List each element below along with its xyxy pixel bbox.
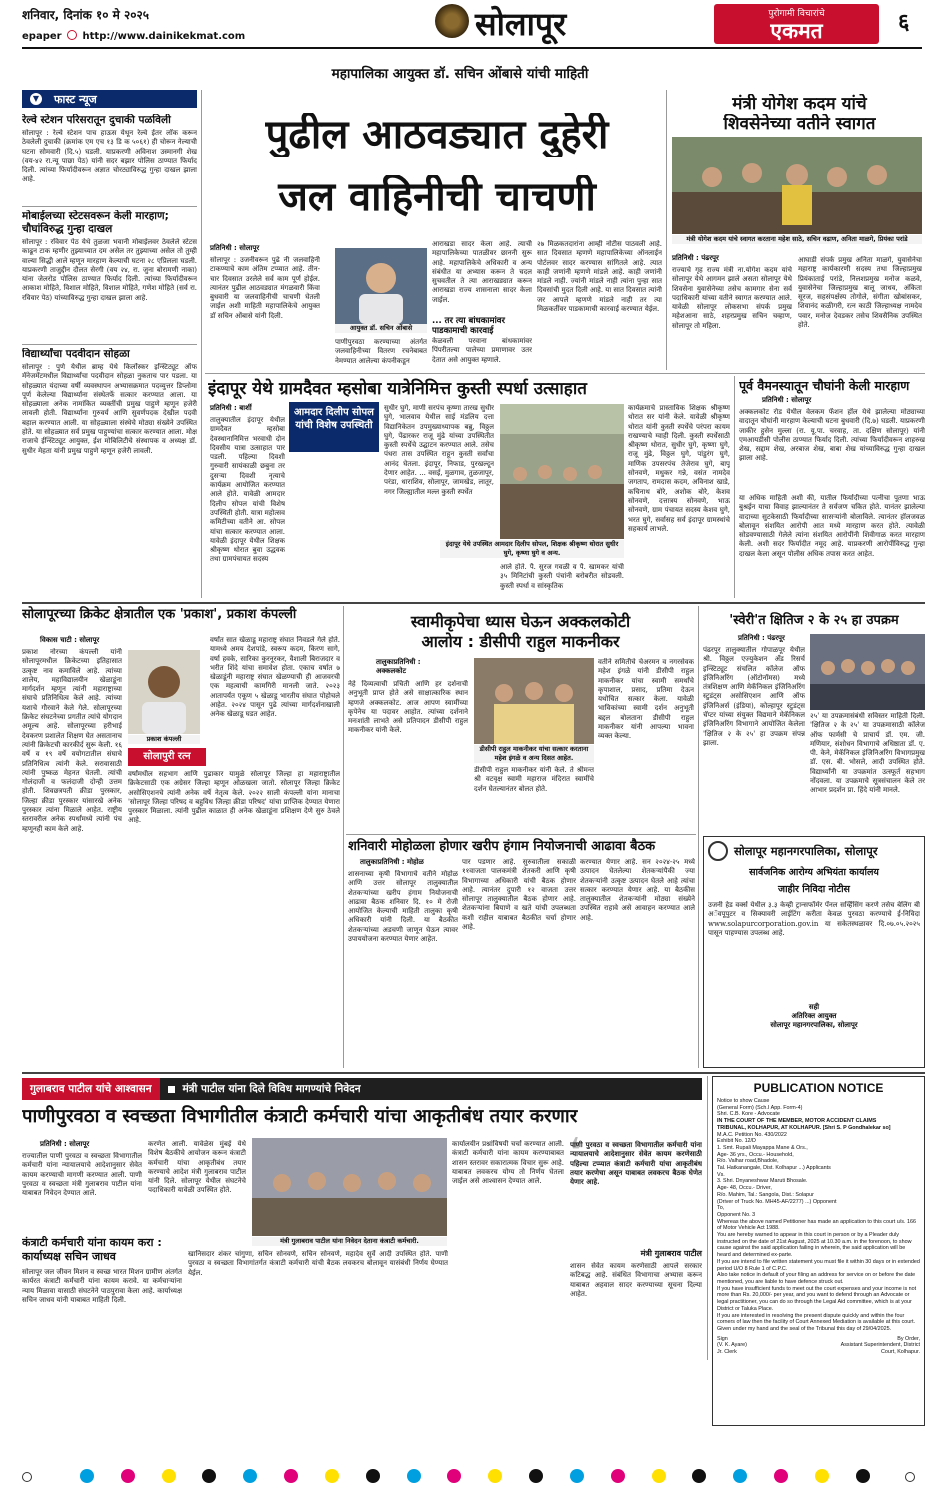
notice-sign-block (717, 1336, 920, 1356)
color-swatch (856, 1469, 870, 1483)
fast-news-header (22, 90, 197, 108)
water-byline: प्रतिनिधी : सोलापूर (40, 1140, 90, 1148)
issue-date: शनिवार, दिनांक १० मे २०२५ (22, 8, 149, 22)
column-divider (343, 606, 344, 1068)
color-swatch (325, 1469, 339, 1483)
notice-line: Opponent No. 3 (717, 1211, 756, 1218)
indapur-col2: सुधीर घुगे, माणी सरपंच कृष्णा तारख सुधीर घुगे, भालवाव येथील साई मंडलिय दत्ता विद्यानिकेतन उपमुख्याध्यापक बब्रु, विठ्ठल घुगे, पेंढारकर राजू मुंढे यांच्या उपस्थितीत कुस्ती स्पर्धेचे उद्घाटन करण्यात आले. तसेच पंधरा तास उपस्थित राहून कुस्ती सर्वांचा आनंद घेतला. इंदापूर, निफाड, पुरखल्दून देणार आहेत. ... वसई, मुळगाव, तुळजापूर, परंडा, धाराशिव, सोलापूर, जामखेड, लातूर, नगर जिल्ह्यातील मल्ल कुस्ती स्पर्धेत (384, 404, 494, 496)
lead-kicker: महापालिका आयुक्त डॉ. सचिन ओंबासे यांची माहिती (331, 66, 589, 82)
news-headline: मोबाईलच्या स्टेटसवरून केली मारहाण; चौघांविरुद्ध गुन्हा दाखल (22, 210, 169, 235)
marhan-headline: पूर्व वैमनस्यातून चौघांनी केली मारहाण (739, 378, 910, 393)
section-rule (346, 834, 696, 835)
city-logo-emblem (435, 4, 469, 38)
fast-news-item (22, 210, 197, 341)
akkalkot-photo (474, 658, 594, 744)
kadam-headline-line2: शिवसेनेच्या वतीने स्वागत (723, 114, 876, 134)
color-swatch (284, 1469, 298, 1483)
prakash-col3: वर्षांमधील सहभाग आणि पुढाकार यामुळे सोलापूर जिल्हा हा महाराष्ट्रातील क्रिकेटसाठी एक अग्रेसर जिल्हा म्हणून ओळखला जातो. सोलापूर जिल्हा क्रिकेट असोसिएशनचे त्यांनी अनेक वर्षे नेतृत्व केले. २०२२ साली कंपल्ली यांना मानाचा 'सोलापूर जिल्हा परिषद व बहुविध जिल्हा क्रीडा परिषद' यांचा प्राप्तिक देण्यात येणारा पुरस्कार मिळाला. त्यांनी पुढील काळात ही अनेक खेळाडूंना प्रशिक्षण देणे सुरु ठेवले आहे. (128, 770, 340, 825)
notice-line: R/o. Mahim, Tal.: Sangola, Dist.: Solapur (717, 1191, 814, 1198)
lead-headline-line1: पुढील आठवड्यात दुहेरी (265, 113, 609, 157)
notice-line: Vs. (717, 1171, 725, 1178)
masthead (0, 0, 945, 60)
color-swatch (611, 1469, 625, 1483)
swiri-byline: प्रतिनिधी : पंढरपूर (738, 634, 785, 642)
notice-sign-left-label: Sign (717, 1335, 728, 1342)
water-pull-quote-by: मंत्री गुलाबराव पाटील (640, 1249, 702, 1258)
indapur-badge: आमदार दिलीप सोपल यांची विशेष उपस्थिती (289, 402, 379, 452)
tender-sign-name: अतिरिक्त आयुक्त (791, 1012, 837, 1020)
column-divider (666, 90, 667, 370)
notice-line: Tal. Hatkanangale, Dist. Kolhapur ...) Applicants (717, 1165, 831, 1172)
color-swatch (407, 1469, 421, 1483)
notice-line: Given under my hand and the seal of the Tribunal this day of 29/04/2025. (717, 1325, 892, 1332)
lead-col3b: केळवली परवाना बांधकामांवर पिंपरीतल्या पालेच्या प्रमाणावर उतर देतात असे आयुक्त म्हणाले. (432, 337, 532, 364)
lead-col1: सोलापूर : उजनीवरून पुढे नी जलवाहिनी टाकण्याचे काम अंतिम टप्प्यात आहे. तीन-चार दिवसात उरलेले सर्व काम पूर्ण होईल. त्यानंतर पुढील आठवड्यात मंगळवारी किंवा बुधवारी या जलवाहिनीची चाचणी घेतली जाईल अशी माहिती महापालिकेचे आयुक्त डॉ सचिन ओंबासे यांनी दिली. (210, 256, 320, 320)
swiri-col2: २५' या उपक्रमासंबंधी सविस्तर माहिती दिली. 'क्षितिज २ के २५' या उपक्रमासाठी कॉलेज ऑफ फार्मसी चे प्राचार्य डॉ. एम. जी. मणियार, संशोधन विभागाचे अधिष्ठाता डॉ. ए. पी. केने, मेकॅनिकल इंजिनिअरिंग विभागप्रमुख डॉ. एस. बी. भोसले, आदी उपस्थित होते. विद्यार्थ्यांनी या उपक्रमांत उत्स्फूर्त सहभाग नोंदवला. या उपक्रमाचे सूत्रसंचालन केले तर आभार प्रदर्शन प्रा. हिंदे यांनी मानले. (810, 712, 925, 795)
lead-col3: आराखडा सादर केला आहे. त्याची महापालिकेच्या पातळीवर छाननी सुरू आहे. महापालिकेचे अधिकारी व अन्य संबंधीत या अभ्यास करून ते चदल सुचवतील ते त्या आराखड्यात करून आराखडा राज्य शासनाला सादर केला जाईल. (432, 240, 532, 304)
portrait-image (335, 248, 427, 324)
kharip-col1: शासनाच्या कृषी विभागाचे वतीने मोहोळ आणि उत्तर सोलापूर तालुक्यातील शेतकऱ्यांच्या खरीप हंगाम नियोजनाची आढावा बैठक शनिवार दि. १० मे रोजी आयोजित केल्याची माहिती तालुका कृषी अधिकारी यांनी दिली. या बैठकीत शेतकऱ्यांच्या अडचणी जाणून घेऊन त्यावर उपाययोजना करण्यात येणार आहेत. (348, 870, 458, 944)
water-col4: कार्यालयीन प्रश्नांविषयी चर्चा करण्यात आली. कंत्राटी कर्मचारी यांना कायम करण्याबाबत शासन स्तरावर सकारात्मक विचार सुरू आहे. याबाबत लवकरच योग्य तो निर्णय घेतला जाईल असे आश्वासन देण्यात आले. (452, 1140, 564, 1186)
color-swatch (652, 1469, 666, 1483)
divider (22, 344, 197, 345)
color-swatch (366, 1469, 380, 1483)
column-divider (734, 376, 735, 598)
lead-byline: प्रतिनिधी : सोलापूर (210, 244, 260, 252)
notice-line: Shri. C.B. Kore - Advocate (717, 1111, 780, 1118)
fast-news-item (22, 348, 197, 573)
notice-line: (Driver of Truck No. MH45-AF/2277) ...) Opponent (717, 1198, 837, 1205)
square-icon (168, 1086, 175, 1093)
color-swatch (243, 1469, 257, 1483)
akkalkot-photo-caption: डीसीपी राहुल माकनीकर यांचा सत्कार करताना महेश इंगळे व अन्य दिसत आहेत. (474, 745, 594, 763)
water-col2: करणेत आली. यावेळेस मुंबई येथे विशेष बैठकीचे आयोजन करून कंत्राटी कर्मचारी यांचा आकृतीबंध तयार करण्याचे आदेश मंत्री गुलाबराव पाटील यांनी दिले. सोलापूर येथील संघटनेचे पदाधिकारी यावेळी उपस्थित होते. (148, 1140, 246, 1195)
notice-line: Age- 48, Occu.- Driver, (717, 1185, 772, 1192)
prakash-col1: प्रकाश नोरच्या कंपल्ली यांनी सोलापूरमधील क्रिकेटच्या इतिहासात उत्कृष्ट नाव कमाविले आहे. त्यांच्या शालेय, महाविद्यालयीन खेळाडूंना मार्गदर्शन म्हणून त्यांनी महाराष्ट्राच्या संघाचे प्रतिनिधित्व केले आहे. त्यांच्या यशाचे गौरवाने केले गेले. सोलापूरच्या क्रिकेट संघटनेच्या प्रगतीत त्यांचे योगदान अमूल्य आहे. सोलापूरच्या हरीभाई देवकरण प्रशालेत शिक्षण घेत असतानाच त्यांनी क्रिकेटची कारकीर्द सुरू केली. १६ वर्षे व १९ वर्षे वयोगटातील संघाचे प्रतिनिधित्व त्यांनी केले. सरावासाठी त्यांनी पुष्कळ मेहनत घेतली. त्यांची गोलंदाजी व फलंदाजी दोन्ही उत्तम होती. शिवछत्रपती क्रीडा पुरस्कार, जिल्हा क्रीडा पुरस्कार यांसारखे अनेक पुरस्कार त्यांना मिळाले आहेत. राष्ट्रीय स्तरावरील अनेक स्पर्धांमध्ये त्यांनी पंच म्हणूनही काम केले आहे. (22, 648, 122, 833)
indapur-col4: कार्यक्रमाचे प्रास्ताविक शिक्षक श्रीकृष्ण थोरात सर यांनी केले. यावेळी श्रीकृष्ण थोरात यांनी कुस्ती स्पर्धेचे परंपरा कायम राखण्याचे ग्वाही दिली. कुस्ती स्पर्धेसाठी श्रीकृष्ण थोरात, सुधीर घुगे, कृष्णा घुगे, राजू मुंढे, विठ्ठल घुगे, पांडुरंग घुगे, माणिक उपसरपंच तेजेराव घुगे, बापू सोनवणे, मधुकर गन्ने, वसंत नामदेव जगताप, रामदास कदम, अविनाश खाडे, कचिनाथ बोरे, अशोक बोरे, केशव सोनवणे, दत्तात्रय सोनवणे, भाऊ सोनवणे, ग्राम पंचायत सदस्य केशव घुगे, भरत घुगे, सर्वासह सर्व इंदापूर ग्रामस्थांचे सहकार्य लाभले. (628, 404, 730, 533)
notice-line: You are hereby warned to appear in this court in person or by a Pleader duly instructed on the date of 21st August, 2025 at 10.30 a.m. in the forenoon, to show cause against the said application failing in wherein, the said application will be heard and determined ex-parte. (717, 1232, 912, 1259)
fast-news-title: फास्ट न्यूज (54, 92, 97, 106)
indapur-col1: तालुक्यातील इंदापूर येथील ग्रामदैवत म्हसोबा देवस्थानानिमित्त भरवाधी दोन दिवसीय यात्रा उत्साहात पार पडली. पहिल्या दिवशी गुरुवारी सायंकाळी छबुना तर दुसऱ्या दिवशी नृत्याचे कार्यक्रम आयोजित करण्यात आले होते. यावेळी आमदार दिलीप सोपल यांची विशेष उपस्थिती होती. यात्रा महोत्सव कमिटीच्या वतीने आ. सोपल यांचा सत्कार करण्यात आला. यावेळी इंदापूर येथील शिक्षक श्रीकृष्ण थोरात बुवा उद्धवक तथा ग्रामपंचायत सदस्य (210, 416, 285, 564)
epaper-link[interactable] (22, 30, 245, 42)
notice-line: Age- 36 yrs., Occu.- Household, (717, 1151, 794, 1158)
notice-line: R/o. Valhar road,Bhadole, (717, 1158, 779, 1165)
registration-mark (905, 1472, 915, 1482)
notice-line: Notice to show Cause (717, 1098, 770, 1104)
water-pull-quote-mark: ❛ (570, 1131, 581, 1171)
news-headline: विद्यार्थ्यांचा पदवीदान सोहळा (22, 348, 130, 360)
notice-sign-left-name: (V. K. Ayare) (717, 1342, 747, 1349)
notice-sign-right-2: Assistant Superintendent, District (840, 1342, 920, 1349)
kadam-col1: राज्याचे गृह राज्य मंत्री ना.योगेश कदम यांचे सोलापूर येथे आगमन झाले असता सोलापूर येथे शिवसेना युवासेनेच्या तसेच कामगार सेना सर्व पदाधिकारी यांच्या वतीने स्वागत करण्यात आले. यावेळी सोलापूर लोकसभा संपर्क प्रमुख महेशआना साठे, शहरप्रमुख सचिन चव्हाण, सोलापूर तो महिला. (672, 266, 792, 330)
notice-line: To, (717, 1205, 725, 1212)
divider (22, 206, 197, 207)
water-sub-headline: कंत्राटी कर्मचारी यांना कायम करा : कार्याध्यक्ष सचिन जाधव (22, 1236, 162, 1263)
water-photo (252, 1138, 447, 1236)
prakash-col2: वर्षांत सात खेळाडू महाराष्ट्र संघात निवडले गेले होते. यामध्ये अमय देशपांडे, स्वरूप कदम, किरण सागे, वर्षा हवके, सारिका कुरनूरकर, वैशाली बिराजदार व भरीत शिंदे यांचा समावेश होता. एकाच वर्षात ७ खेळाडूंनी महाराष्ट्र संघात खेळण्याची ही आजवरची एक महत्वाची कामगिरी मानली जाते. २०२३ आतापर्यंत एकूण ५ खेळाडू भारतीय संघात पोहोचले आहेत. २०२४ पासून पुढे त्यांच्या मार्गदर्शनाखाली अनेक खेळाडू घडत आहेत. (210, 636, 340, 719)
news-headline: रेल्वे स्टेशन परिसरातून दुचाकी पळविली (22, 114, 171, 126)
notice-line: If you are interested in resolving the present dispute quickly and within the four corners of law then the facility of Court Annexed Mediation is available at this court. (717, 1312, 916, 1326)
notice-line: TRIBUNAL, KOLHAPUR, AT KOLHAPUR. [Shri S. P Gondhalekar so] (717, 1124, 891, 1131)
column-divider (698, 606, 699, 1068)
tender-header (708, 841, 920, 861)
tender-dept: सार्वजनिक आरोग्य अभियंता कार्यालय (749, 867, 879, 878)
water-col1: राज्यातील पाणी पुरवठा व स्वच्छता विभागातील कर्मचारी यांना न्यायालयाचे आदेशानुसार सेवेत कायम करण्याची मागणी करण्यात आली. पाणी पुरवठा व स्वच्छता मंत्री गुलाबराव पाटील यांना याबाबत निवेदन देण्यात आले. (22, 1152, 142, 1198)
publication-notice (712, 1076, 925, 1426)
portrait-image (128, 650, 200, 734)
water-photo-caption: मंत्री गुलाबराव पाटील यांना निवेदन देताना कंत्राटी कर्मचारी. (252, 1237, 447, 1246)
color-swatch (488, 1469, 502, 1483)
tender-org: सोलापूर महानगरपालिका, सोलापूर (734, 843, 878, 858)
marhan-col1: अक्कलकोट रोड येथील वेलकम फॅशन हॉल येथे झालेल्या मोठ्याच्या वादातून चौघांनी मारहाण केल्याची घटना बुधवारी (दि.७) घडली. याप्रकरणी जाकीर हुसेन मुल्ला (रा. यू.पा. चरवाह, ता. दक्षिण सोलापूर) यांनी एमआयडीसी पोलीस ठाण्यात फिर्याद दिली. त्यांच्या फिर्यादीवरून शाहरुख शेख, सद्दाम शेख, अरबाज शेख, बाबा शेख यांच्याविरुद्ध गुन्हा दाखल झाला आहे. (739, 408, 925, 463)
masthead-rule (22, 47, 922, 49)
color-swatch (733, 1469, 747, 1483)
swiri-col1: पंढरपूर तालुक्यातील गोपाळपूर येथील श्री. विठ्ठल एज्युकेशन अँड रिसर्च इन्स्टिट्यूट संचलित कॉलेज ऑफ इंजिनिअरिंग (ऑटोनॉमस) मध्ये तंत्रशिक्षण आणि मेकॅनिकल इंजिनिअरिंग स्टुडंट्स असोसिएशन आणि ऑफ इंजिनिअर्स (इंडिया), कोल्हापूर स्टुडंट्स चॅप्टर यांच्या संयुक्त विद्यमाने मेकॅनिकल इंजिनिअरिंग विभागाने आयोजित केलेला 'क्षितिज २ के २५' हा उपक्रम संपन्न झाला. (703, 646, 805, 747)
marhan-byline: प्रतिनिधी : सोलापूर (762, 396, 812, 404)
tender-title: जाहीर निविदा नोटीस (778, 884, 850, 895)
akkalkot-byline: तालुकाप्रतिनिधी : अक्कलकोट (376, 658, 421, 675)
notice-line: Exhibit No. 12/D (717, 1138, 756, 1145)
page-number: ६ (898, 10, 910, 35)
akkalkot-headline-line1: स्वामीकृपेचा ध्यास घेऊन अक्कलकोटी (410, 612, 631, 631)
prakash-byline: विकास चाटी : सोलापूर (40, 636, 100, 644)
color-swatch (202, 1469, 216, 1483)
lead-headline-line2: जल वाहिनीची चाचणी (278, 175, 596, 219)
marhan-col2: या अधिक माहिती अशी की, यातील फिर्यादीच्या पत्नीचा पूतणा भाऊ बुश्रईन याचा विवाह झाल्यानंतर ते सर्वजण चकित होते. यानंतर झालेल्या वादाच्या सुटकेसाठी फिर्यादीच्या सासऱ्यांनी बोलाविले. त्यानंतर हॉलजवळ बोलावून संशयित आरोपी आत मध्ये मारहाण करत होते. त्यावेळी सोडवण्यासाठी गेलेले त्यांना संशयित आरोपींनी शिवीगाळ करत मारहाण केली. अशी सदर फिर्यादीत नमूद आहे. याप्रकरणी आरोपींविरुद्ध गुन्हा दाखल केला असून पोलीस अधिक तपास करत आहेत. (739, 494, 925, 558)
notice-sign-left-title: Jr. Clerk (717, 1349, 737, 1356)
tender-body: उजनी हेड वर्क्स येथील ३.३ केव्ही ट्रान्सफॉर्मर पॅनल सर्व्हिसिंग करणे तसेच बेलिंग बी अॅवपूपुटर व सिक्यावरी लाईटिंग करीता केवळ पुरवठा करण्याचे ई-निविदा www.solapurcorporation.gov.in या सकेतस्थळावर दि.०७.०५.२०२५ पासून पाहण्यास उपलब्ध आहे. (708, 901, 920, 937)
chevron-down-icon: ▼ (30, 93, 42, 105)
notice-sign-right-3: Court, Kolhapur. (881, 1349, 920, 1356)
water-col3: खानिसदार शंकर चांगुणा, सचिन सोनवणे, सचिन सोनवणे, महादेव सुर्वे आदी उपस्थित होते. पाणी पुरवठा व स्वच्छता विभागांतर्गत कंत्राटी कर्मचारी यांची बैठक लवकरच बोलावून यासंबंधी निर्णय घेण्यात येईल. (188, 1250, 448, 1277)
lead-subhead: ... तर त्या बांधकामांवर पाडकामाची कारवाई (432, 316, 505, 336)
akkalkot-col1: नेहे दिव्यत्वाची प्रचिती आणि हर दर्शनाची अनुभूती प्राप्त होते असे साक्षात्कारिक स्थान म्हणजे अक्कलकोट. आज आपण स्वामींच्या कृपेनेच या पदावर आहोत. त्यांच्या दर्शनाने मनःशांती लाभते असे प्रतिपादन डीसीपी राहुल माकनीकर यांनी केले. (348, 680, 468, 735)
akkalkot-headline-line2: आलोय : डीसीपी राहुल माकनीकर (421, 632, 620, 651)
color-swatch (815, 1469, 829, 1483)
color-swatch (447, 1469, 461, 1483)
lead-col2: पाणीपुरवठा करण्याच्या अंतर्गत जलवाहिनीच्या वितरण रचनेबाबत नेमण्यात आलेल्या कंपनीकडून (335, 338, 427, 365)
notice-line: (General Form) (Sch.I App. Form-4) (717, 1104, 803, 1111)
notice-line: IN THE COURT OF THE MEMBER, MOTOR ACCIDENT CLAIMS (717, 1118, 877, 1125)
prakash-photo-caption: प्रकाश कंपल्ली (128, 735, 200, 744)
water-col5: शासन सेवेत कायम करणेसाठी आपले सरकार कटिबद्ध आहे. संबंधित विभागाचा अभ्यास करून याबाबत अहवाल सादर करण्याच्या सूचना दिल्या आहेत. (570, 1262, 702, 1298)
akkalkot-col2: वतीने समितीचे चेअरमन व नगरसेवक महेश इंगळे यांनी डीसीपी राहुल माकनीकर यांचा स्वामी समर्थांचे कृपाशाल, प्रसाद, प्रतिमा देऊन यथोचित सत्कार केला. यावेळी भाविकांच्या स्वामी दर्शन अनुभूती बद्दल बोलताना डीसीपी राहुल माकनीकर यांनी आपल्या भावना व्यक्त केल्या. (598, 658, 694, 741)
notice-line: Also take notice in default of your filing an address for service on or before the date mentioned, you are liable to have defence struck out. (717, 1272, 916, 1285)
swiri-headline: 'स्वेरी'त क्षितिज २ के २५ हा उपक्रम (729, 613, 899, 628)
kadam-headline-line1: मंत्री योगेश कदम यांचे (732, 94, 867, 114)
website-url: http://www.dainikekmat.com (82, 31, 246, 42)
prakash-photo (128, 650, 200, 734)
lead-col4: २७ मिळकतदारांना आम्ही नोटीस पाठवली आहे. सात दिवसात म्हणणे महापालिकेच्या ऑनलाईन पोर्टलवर सादर करण्यास सांगितले आहे. त्यात काही जणांनी म्हणणे मांडले आहे. काही जणांनी मांडले नाही. ज्यांनी मांडले नाही त्यांना पुन्हा सात दिवसांची मुदत दिली आहे. या सात दिवसात त्यांनी जर आपले म्हणणे मांडले नाही तर त्या मिळकतींवर पाडकामाची कारवाई करण्यात येईल. (537, 240, 662, 314)
indapur-photo (500, 404, 624, 539)
news-body: सोलापूर : पुणे येथील ब्राम्ह येथे किर्लोस्कर इन्स्टिट्यूट ऑफ मॅनेजमेंटमधील विद्यार्थ्यांचा पदवीदान सोहळा नुकताच पार पडला. या सोहळ्यात यंदाच्या वर्षी व्यवस्थापन अभ्यासक्रमात पदव्युत्तर डिप्लोमा पूर्ण केलेल्या विद्यार्थ्यांना संस्थेतर्फे सत्कार करण्यात आला. या सोहळ्याला अनेक नामांकित व्यक्तींची प्रमुख पाहुणे म्हणून हजेरी लावली होती. विद्यार्थ्यांना गुरुवर्य आणि सुवर्णपदक देखील पदवी बहाल करण्यात आली. या सोहळ्याला संस्थेचे मोठ्या संख्येने उपस्थित होते. या सोहळ्यात सर्व प्रमुख पाहुण्यांचा सत्कार करण्यात आला. मोक्ष राजाचे ईन्स्टिट्यूट आयुक्त, ईश मोबिलिटीचे संस्थापक व अध्यक्ष डॉ. सुधीर मेहता यांनी प्रमुख पाहुणे म्हणून हजेरी लावली. (22, 363, 197, 455)
fast-news-item (22, 114, 197, 203)
column-divider (201, 90, 202, 598)
notice-lines (717, 1098, 920, 1333)
commissioner-photo (335, 248, 427, 324)
brand-name: एकमत (770, 19, 823, 43)
fast-news-column (22, 90, 197, 598)
indapur-col3: आले होते. पै. सुरज गवळी व पै. खामकर यांची ३५ मिनिटांची कुस्ती पंचांनी बरोबरीत सोडवली. कुस्ती स्पर्धा व सांस्कृतिक (500, 563, 624, 590)
water-sub-body: सोलापूर जल जीवन मिशन व स्वच्छ भारत मिशन ग्रामीण अंतर्गत कार्यरत कंत्राटी कर्मचारी यांना कायम करावे. या कर्मचाऱ्यांना न्याय मिळावा यासाठी संघटनेने पाठपुरावा केला आहे. कार्याध्यक्ष सचिन जाधव यांनी याबाबत माहिती दिली. (22, 1268, 182, 1304)
meeting-photo-image (252, 1138, 447, 1236)
water-pull-quote: पाणी पुरवठा व स्वच्छता विभागातील कर्मचारी यांना न्यायालयाचे आदेशानुसार सेवेत कायम करणेसाठी पहिल्या टप्प्यात कंत्राटी कर्मचारी यांचा आकृतीबंध तयार करणेचा असून याबाबत लवकरच बैठक घेणेत येणार आहे. (570, 1140, 702, 1187)
color-bar (80, 1466, 870, 1486)
kharip-byline: तालुकाप्रतिनिधी : मोहोळ (360, 858, 424, 866)
brand-tagline: पुरोगामी विचारांचे (768, 9, 825, 19)
tender-notice (703, 836, 925, 1068)
notice-title: PUBLICATION NOTICE (753, 1081, 884, 1095)
kharip-col3: करण्यात येणार आहे. सन २०२४-२५ मध्ये उत्पादन घेतलेल्या शेतकऱ्यांपैकी ज्या शेतकऱ्यांनी उत्कृष्ट उत्पादन घेतले आहे त्यांचा सत्कार करण्यात येणार आहे. या बैठकीस तालुक्यातील शेतकऱ्यांनी मोठ्या संख्येने उपस्थित राहावे असे आवाहन करण्यात आले आहे. (580, 858, 695, 922)
commissioner-photo-caption: आयुक्त डॉ. सचिन ओंबासे (335, 324, 427, 333)
notice-line: M.A.C. Petition No. 430/2022 (717, 1131, 787, 1138)
indapur-photo-caption: इंदापूर येथे उपस्थित आमदार दिलीप सोपल, शिक्षक श्रीकृष्ण थोरात सुधीर घुगे, कृष्णा घुगे व अन्य. (440, 540, 624, 558)
indapur-byline: प्रतिनिधी : बार्शी (210, 404, 252, 412)
section-rule (22, 1072, 925, 1074)
globe-icon (67, 30, 77, 40)
kadam-byline: प्रतिनिधी : पंढरपूर (672, 254, 719, 262)
felicitation-photo-image (474, 658, 594, 744)
event-photo-image (500, 404, 624, 539)
ribbon (22, 1078, 702, 1100)
color-swatch (692, 1469, 706, 1483)
color-swatch (80, 1469, 94, 1483)
corporation-emblem-icon (708, 841, 728, 861)
group-photo-image (810, 634, 925, 710)
color-swatch (162, 1469, 176, 1483)
kadam-photo-caption: मंत्री योगेश कदम यांचे स्वागत करताना महेश साठे, सचिन वढाण, अनिता माळगे, प्रियंका परांडे (672, 235, 922, 244)
epaper-label: epaper (22, 31, 62, 42)
ribbon-left: गुलाबराव पाटील यांचे आश्वासन (22, 1078, 160, 1100)
notice-line: Whereas the above named Petitioner has made an application to this court u/s. 166 of Motor Vehicle Act 1988. (717, 1218, 916, 1232)
ribbon-right: मंत्री पाटील यांना दिले विविध मागण्यांचे निवेदन (182, 1083, 361, 1095)
prakash-tag: सोलापुरी रत्न (128, 748, 206, 766)
tender-sign: सही (808, 1003, 820, 1011)
indapur-col1b (289, 456, 379, 596)
group-photo-image (672, 137, 922, 234)
color-swatch (774, 1469, 788, 1483)
section-rule (22, 602, 925, 604)
indapur-headline: इंदापूर येथे ग्रामदैवत म्हसोबा यात्रेनिमित्त कुस्ती स्पर्धा उत्साहात (208, 379, 587, 399)
tender-sign-org: सोलापूर महानगरपालिका, सोलापूर (770, 1021, 858, 1029)
news-body: सोलापूर : रविवार पेठ येथे तुळजा भवानी मोबाईलवर ठेवलेले स्टेटस काढून टाक म्हणीर तुझ्याच्यात दम असेल तर तुझ्याच्या असेल तो तुम्ही वाल्या सिद्धी आले म्हणून मारहाण केल्याची घटना २८ एप्रिलला घडली. याप्रकरणी ताजुद्दीन दौलत सेरगी (वय २४, रा. जुना बोरामणी नाका) यांना जेलरोड पोलिस ठाण्यात फिर्याद दिली. त्यांच्या फिर्यादीवरून आकाश मोहिते, विशाल मोहिते, विशाल मोहिते, गणेश मोहिते (सर्व रा. रविवार पेठ) यांच्याविरुद्ध गुन्हा दाखल झाला आहे. (22, 238, 197, 302)
prakash-headline: सोलापूरच्या क्रिकेट क्षेत्रातील एक 'प्रकाश', प्रकाश कंपल्ली (22, 607, 297, 622)
column-divider (707, 1076, 708, 1360)
notice-line: If you have insufficient funds to meet out the court expenses and your income is not more than Rs. 20,000/- per year, and you want to defend through an Advocate or legal practitioner, you can do so through the Legal Aid committee, which is at your District or Taluka Place. (717, 1285, 917, 1312)
registration-mark (22, 1472, 32, 1482)
notice-sign-right-1: By Order, (897, 1335, 920, 1342)
kharip-headline: शनिवारी मोहोळला होणार खरीप हंगाम नियोजनाची आढावा बैठक (348, 839, 656, 854)
section-rule (205, 373, 925, 374)
brand-logo (714, 4, 879, 44)
notice-line: 1. Smt. Rupali Mayappa Mane & Ors., (717, 1144, 808, 1151)
kadam-col2: आघाडी संपर्क प्रमुख अनिता माळगे, युवासेनेचा महाराष्ट्र कार्यकारणी सदस्य तथा जिल्हाप्रमुख प्रियंकाताई परांडे, निलशप्रमुख मनोज कळवे, युवासेनेचा जिल्हाप्रमुख बालू जाधव, अंकिता सूरज, सहसंपर्क्षस्य तोगोले, संगीता खोबांसकर, शिवानंद कळीगरी, रत्न काठी जिल्हाध्यक्ष नामदेव पवार, मनोज देवडकर तसेच शिवसैनिक उपस्थित होते. (798, 256, 922, 330)
notice-line: 3. Shri. Dnyaneshwar Maruti Bhosale. (717, 1178, 808, 1185)
swiri-photo (810, 634, 925, 710)
water-headline: पाणीपुरवठा व स्वच्छता विभागीतील कंत्राटी कर्मचारी यांचा आकृतीबंध तयार करणार (22, 1106, 578, 1127)
notice-line: If you are intend to file written statement you must file it within 30 days or in extended period U/O 8 Rule 1 of C.P.C. (717, 1258, 920, 1272)
notice-sign-left (717, 1336, 747, 1356)
color-swatch (529, 1469, 543, 1483)
kharip-col2: पार पडणार आहे. सुरुवातीला सकाळी ११वाजता पालकमंत्री शेतकरी आणि कृषी विभागाच्या अधिकारी यांची बैठक होणार आहे. त्यानंतर दुपारी १२ वाजता उत्तर सोलापूर तालुक्यातील बैठक होणार आहे. शेतकऱ्यांना बियाणे व खते यांची उपलब्धता कशी राहील याबाबत बैठकीत चर्चा होणार आहे. (462, 858, 576, 932)
notice-sign-right (841, 1336, 920, 1356)
news-body: सोलापूर : रेल्वे स्टेशन पाच हाऊस येथून रेल्वे ईतर लॉक करून ठेवलेली दुचाकी (क्रमांक एम एच १३ डि क ५०६१) ही चोरून नेल्याची घटना सोमवारी (दि.५) घडली. याप्रकरणी अविनाश उस्मानगी शेख (वय-४२ रा.न्यू पाछा पेठ) यांनी सदर बझार पोलिस ठाण्यात फिर्याद दिली. त्यांच्या फिर्यादीवरून अज्ञात चोरट्याविरुद्ध गुन्हा दाखल झाला आहे. (22, 129, 197, 184)
akkalkot-col3: डीसीपी राहुल माकनीकर यांनी केले. ते श्रीमन्त श्री वटवृक्ष स्वामी महाराज मंदिरात स्वामींचे दर्शन घेतल्यानंतर बोलत होते. (474, 766, 594, 793)
color-swatch (570, 1469, 584, 1483)
city-name: सोलापूर (475, 5, 567, 43)
kadam-photo (672, 137, 922, 234)
color-swatch (121, 1469, 135, 1483)
